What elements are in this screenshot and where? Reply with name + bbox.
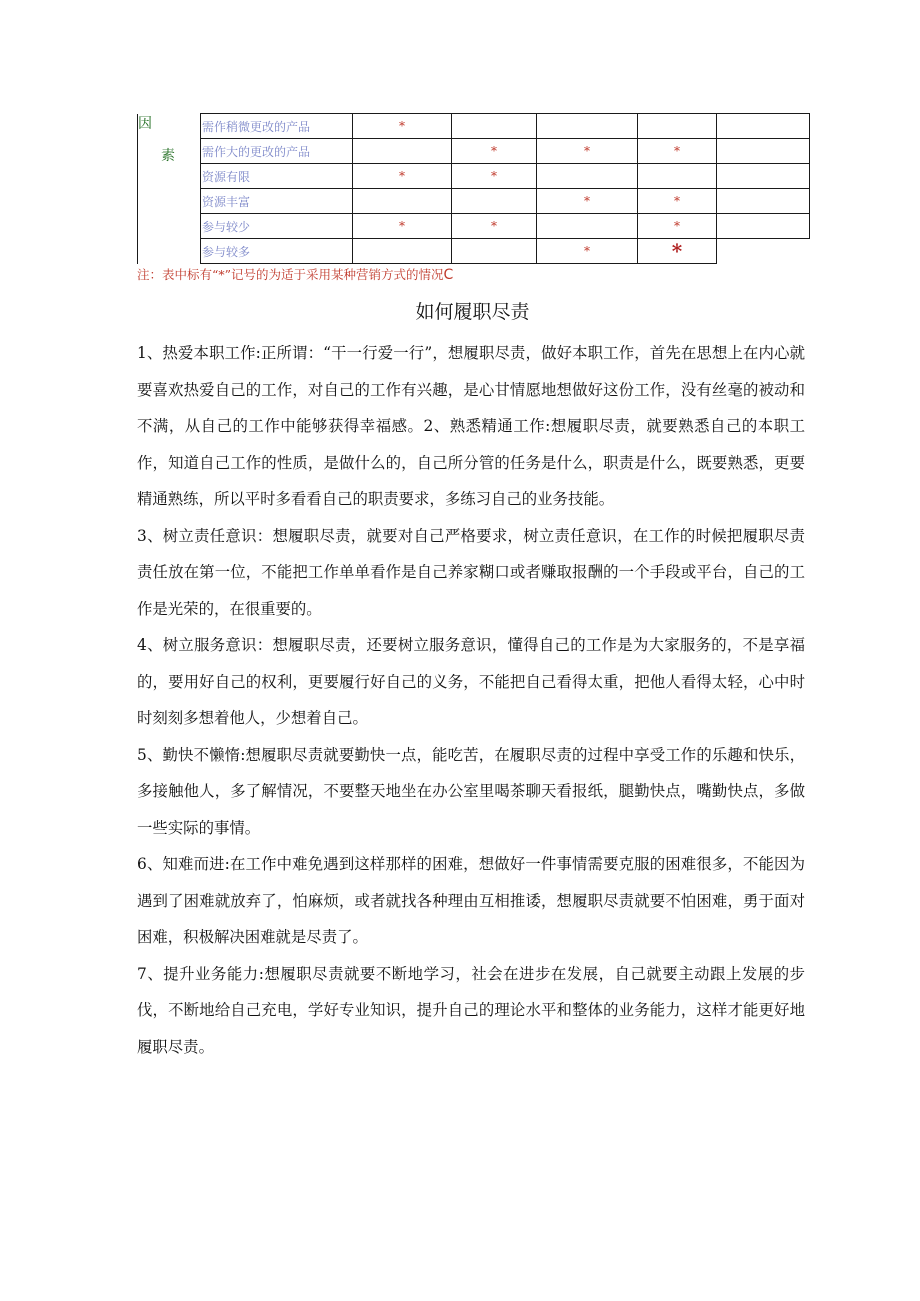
table-row bbox=[138, 164, 810, 189]
mark-cell bbox=[717, 189, 810, 214]
factor-table bbox=[137, 113, 810, 264]
page-title: 如何履职尽责 bbox=[415, 301, 530, 323]
mark-cell bbox=[452, 114, 537, 139]
mark-cell bbox=[452, 189, 537, 214]
mark-cell bbox=[353, 189, 452, 214]
mark-cell: * bbox=[353, 114, 452, 139]
mark-cell bbox=[537, 114, 638, 139]
mark-cell bbox=[717, 214, 810, 239]
mark-cell bbox=[537, 164, 638, 189]
paragraph: 1、热爱本职工作:正所谓：“干一行爱一行”，想履职尽责，做好本职工作，首先在思想上在内心就要喜欢热爱自己的工作，对自己的工作有兴趣，是心甘情愿地想做好这份工作，没有丝毫的被动和不满，从自己的工作中能够获得幸福感。2、熟悉精通工作:想履职尽责，就要熟悉自己的本职工作，知道自己工作的性质，是做什么的，自己所分管的任务是什么，职责是什么，既要熟悉，更要精通熟练，所以平时多看看自己的职责要求，多练习自己的业务技能。 bbox=[137, 344, 805, 508]
paragraph: 4、树立服务意识：想履职尽责，还要树立服务意识，懂得自己的工作是为大家服务的，不是享福的，要用好自己的权利，更要履行好自己的义务，不能把自己看得太重，把他人看得太轻，心中时时刻刻多想着他人，少想着自己。 bbox=[137, 636, 805, 727]
table-row bbox=[138, 139, 810, 164]
group-char-1: 因 bbox=[138, 115, 152, 132]
table-note bbox=[137, 265, 453, 283]
mark-cell bbox=[638, 164, 717, 189]
paragraph: 6、知难而进:在工作中难免遇到这样那样的困难，想做好一件事情需要克服的困难很多，不能因为遇到了困难就放弃了，怕麻烦，或者就找各种理由互相推诿，想履职尽责就要不怕困难，勇于面对困难，积极解决困难就是尽责了。 bbox=[137, 855, 805, 946]
mark-cell: * bbox=[537, 239, 638, 264]
group-cell bbox=[138, 114, 201, 264]
row-label: 参与较多 bbox=[201, 239, 353, 264]
mark-cell: * bbox=[537, 189, 638, 214]
note-tail: C bbox=[443, 267, 454, 283]
mark-cell bbox=[717, 139, 810, 164]
table-row bbox=[138, 189, 810, 214]
row-label: 需作大的更改的产品 bbox=[201, 139, 353, 164]
note-text: 注：表中标有“*”记号的为适于采用某种营销方式的情况 bbox=[137, 267, 444, 282]
paragraph: 5、勤快不懒惰:想履职尽责就要勤快一点，能吃苦，在履职尽责的过程中享受工作的乐趣和快乐，多接触他人，多了解情况，不要整天地坐在办公室里喝茶聊天看报纸，腿勤快点，嘴勤快点，多做一些实际的事情。 bbox=[137, 745, 805, 837]
mark-cell: * bbox=[638, 139, 717, 164]
mark-cell bbox=[353, 239, 452, 264]
paragraph: 3、树立责任意识：想履职尽责，就要对自己严格要求，树立责任意识，在工作的时候把履职尽责责任放在第一位，不能把工作单单看作是自己养家糊口或者赚取报酬的一个手段或平台，自己的工作是光荣的，在很重要的。 bbox=[137, 526, 805, 618]
mark-cell bbox=[353, 139, 452, 164]
mark-cell: * bbox=[353, 164, 452, 189]
mark-cell bbox=[717, 239, 810, 264]
row-label: 资源丰富 bbox=[201, 189, 353, 214]
row-label: 需作稍微更改的产品 bbox=[201, 114, 353, 139]
article-body bbox=[137, 335, 805, 1065]
mark-cell bbox=[717, 114, 810, 139]
mark-cell: * bbox=[638, 214, 717, 239]
row-label: 资源有限 bbox=[201, 164, 353, 189]
group-char-2: 素 bbox=[161, 147, 175, 164]
mark-cell bbox=[717, 164, 810, 189]
mark-cell: * bbox=[452, 164, 537, 189]
paragraph: 7、提升业务能力:想履职尽责就要不断地学习，社会在进步在发展，自己就要主动跟上发展的步伐，不断地给自己充电，学好专业知识，提升自己的理论水平和整体的业务能力，这样才能更好地履职尽责。 bbox=[137, 964, 805, 1056]
mark-cell: * bbox=[638, 189, 717, 214]
mark-cell: * bbox=[638, 239, 717, 264]
row-label: 参与较少 bbox=[201, 214, 353, 239]
table-row bbox=[138, 239, 810, 264]
mark-cell bbox=[537, 214, 638, 239]
mark-cell: * bbox=[353, 214, 452, 239]
mark-cell bbox=[638, 114, 717, 139]
mark-cell bbox=[452, 239, 537, 264]
mark-cell: * bbox=[452, 214, 537, 239]
table-row bbox=[138, 114, 810, 139]
table-row bbox=[138, 214, 810, 239]
mark-cell: * bbox=[537, 139, 638, 164]
mark-cell: * bbox=[452, 139, 537, 164]
